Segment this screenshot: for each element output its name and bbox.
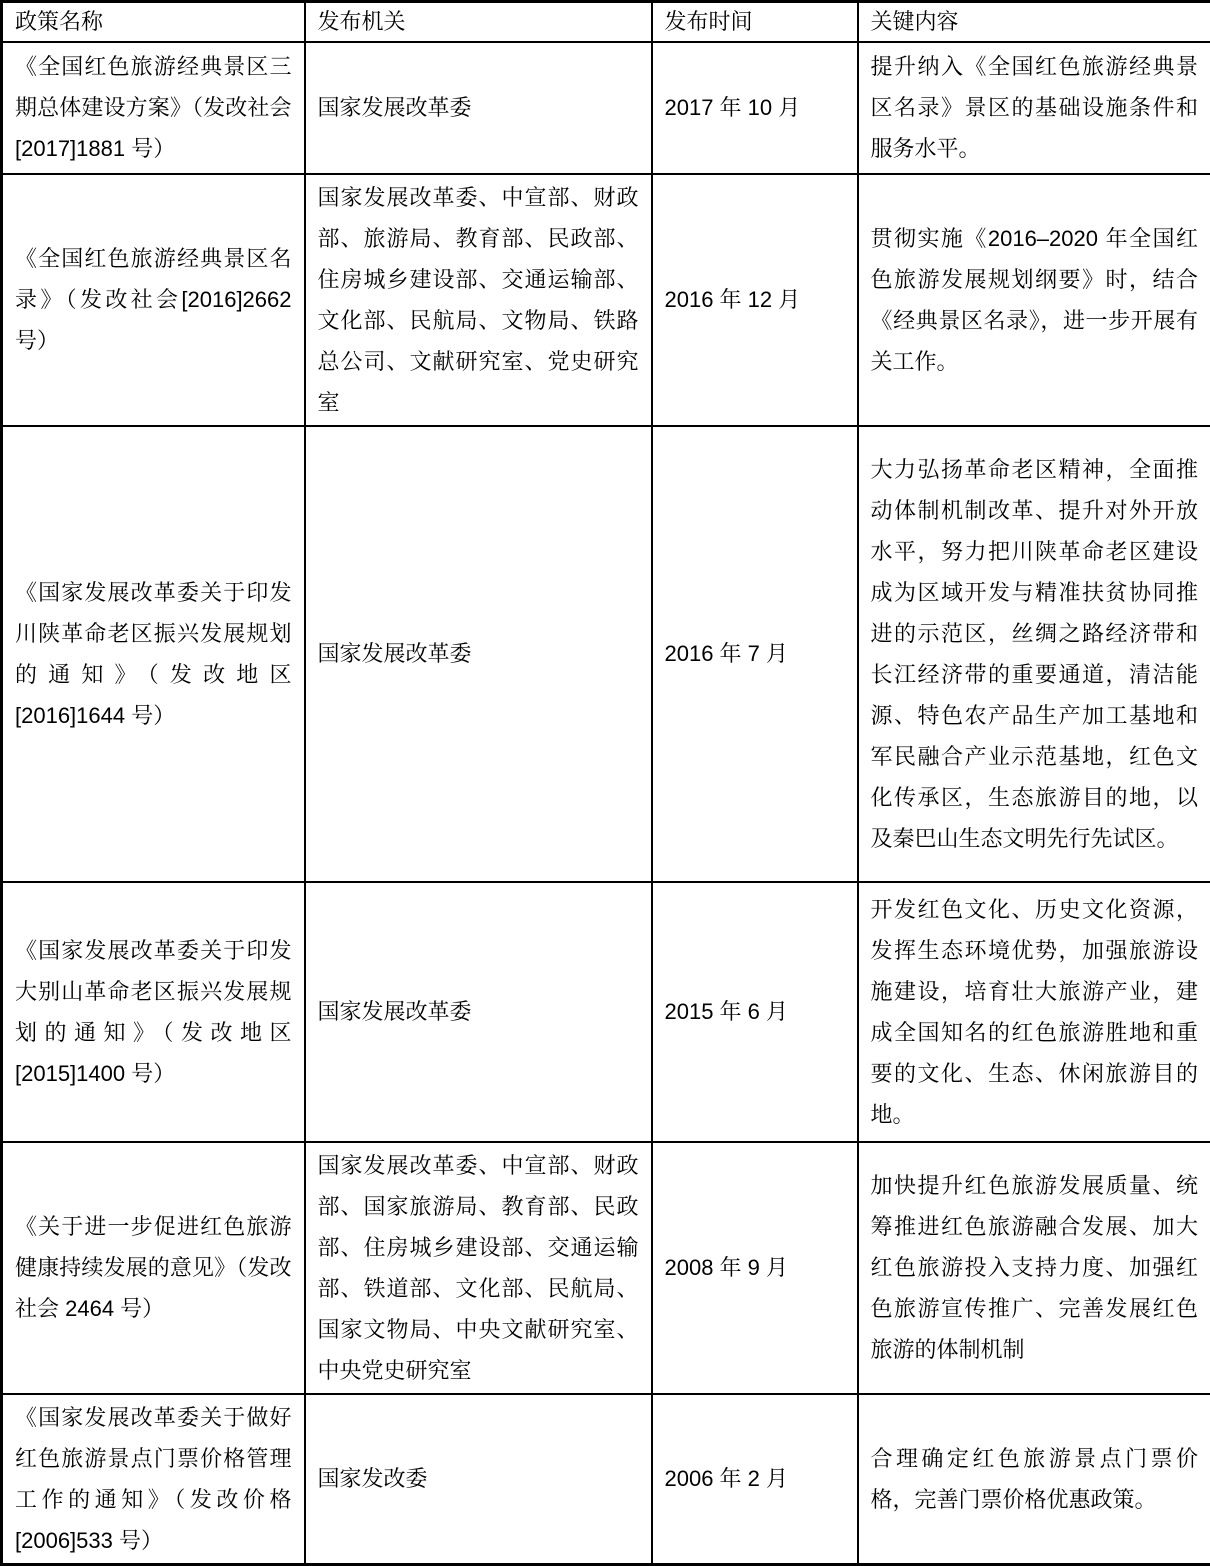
content-cell: 合理确定红色旅游景点门票价格，完善门票价格优惠政策。 <box>858 1394 1210 1565</box>
date-cell: 2016 年 12 月 <box>652 174 858 426</box>
policy-name-cell: 《关于进一步促进红色旅游健康持续发展的意见》（发改社会 2464 号） <box>2 1142 305 1394</box>
content-cell: 加快提升红色旅游发展质量、统筹推进红色旅游融合发展、加大红色旅游投入支持力度、加强红色旅游宣传推广、完善发展红色旅游的体制机制 <box>858 1142 1210 1394</box>
date-cell: 2017 年 10 月 <box>652 42 858 174</box>
header-issuing-agency: 发布机关 <box>305 2 652 42</box>
date-cell: 2008 年 9 月 <box>652 1142 858 1394</box>
table-row <box>2 1142 1210 1394</box>
date-cell: 2015 年 6 月 <box>652 882 858 1142</box>
agency-cell: 国家发展改革委、中宣部、财政部、旅游局、教育部、民政部、住房城乡建设部、交通运输部、文化部、民航局、文物局、铁路总公司、文献研究室、党史研究室 <box>305 174 652 426</box>
policy-name-cell: 《国家发展改革委关于印发川陕革命老区振兴发展规划的通知》（发改地区[2016]1644 号） <box>2 426 305 882</box>
header-issue-date: 发布时间 <box>652 2 858 42</box>
policy-name-cell: 《全国红色旅游经典景区名录》（发改社会[2016]2662 号） <box>2 174 305 426</box>
agency-cell: 国家发展改革委 <box>305 42 652 174</box>
table-row <box>2 882 1210 1142</box>
agency-cell: 国家发展改革委、中宣部、财政部、国家旅游局、教育部、民政部、住房城乡建设部、交通运输部、铁道部、文化部、民航局、国家文物局、中央文献研究室、中央党史研究室 <box>305 1142 652 1394</box>
agency-cell: 国家发改委 <box>305 1394 652 1565</box>
header-policy-name: 政策名称 <box>2 2 305 42</box>
content-cell: 开发红色文化、历史文化资源，发挥生态环境优势，加强旅游设施建设，培育壮大旅游产业，建成全国知名的红色旅游胜地和重要的文化、生态、休闲旅游目的地。 <box>858 882 1210 1142</box>
content-cell: 大力弘扬革命老区精神，全面推动体制机制改革、提升对外开放水平，努力把川陕革命老区建设成为区域开发与精准扶贫协同推进的示范区，丝绸之路经济带和长江经济带的重要通道，清洁能源、特色农产品生产加工基地和军民融合产业示范基地，红色文化传承区，生态旅游目的地，以及秦巴山生态文明先行先试区。 <box>858 426 1210 882</box>
table-row <box>2 1394 1210 1565</box>
agency-cell: 国家发展改革委 <box>305 426 652 882</box>
table-row <box>2 174 1210 426</box>
agency-cell: 国家发展改革委 <box>305 882 652 1142</box>
date-cell: 2006 年 2 月 <box>652 1394 858 1565</box>
policy-name-cell: 《国家发展改革委关于印发大别山革命老区振兴发展规划的通知》（发改地区[2015]1400 号） <box>2 882 305 1142</box>
policy-name-cell: 《全国红色旅游经典景区三期总体建设方案》（发改社会[2017]1881 号） <box>2 42 305 174</box>
content-cell: 贯彻实施《2016–2020 年全国红色旅游发展规划纲要》时，结合《经典景区名录》，进一步开展有关工作。 <box>858 174 1210 426</box>
date-cell: 2016 年 7 月 <box>652 426 858 882</box>
table-header-row <box>2 2 1210 42</box>
header-key-content: 关键内容 <box>858 2 1210 42</box>
content-cell: 提升纳入《全国红色旅游经典景区名录》景区的基础设施条件和服务水平。 <box>858 42 1210 174</box>
table-row <box>2 42 1210 174</box>
table-row <box>2 426 1210 882</box>
policy-name-cell: 《国家发展改革委关于做好红色旅游景点门票价格管理工作的通知》（发改价格[2006]533 号） <box>2 1394 305 1565</box>
